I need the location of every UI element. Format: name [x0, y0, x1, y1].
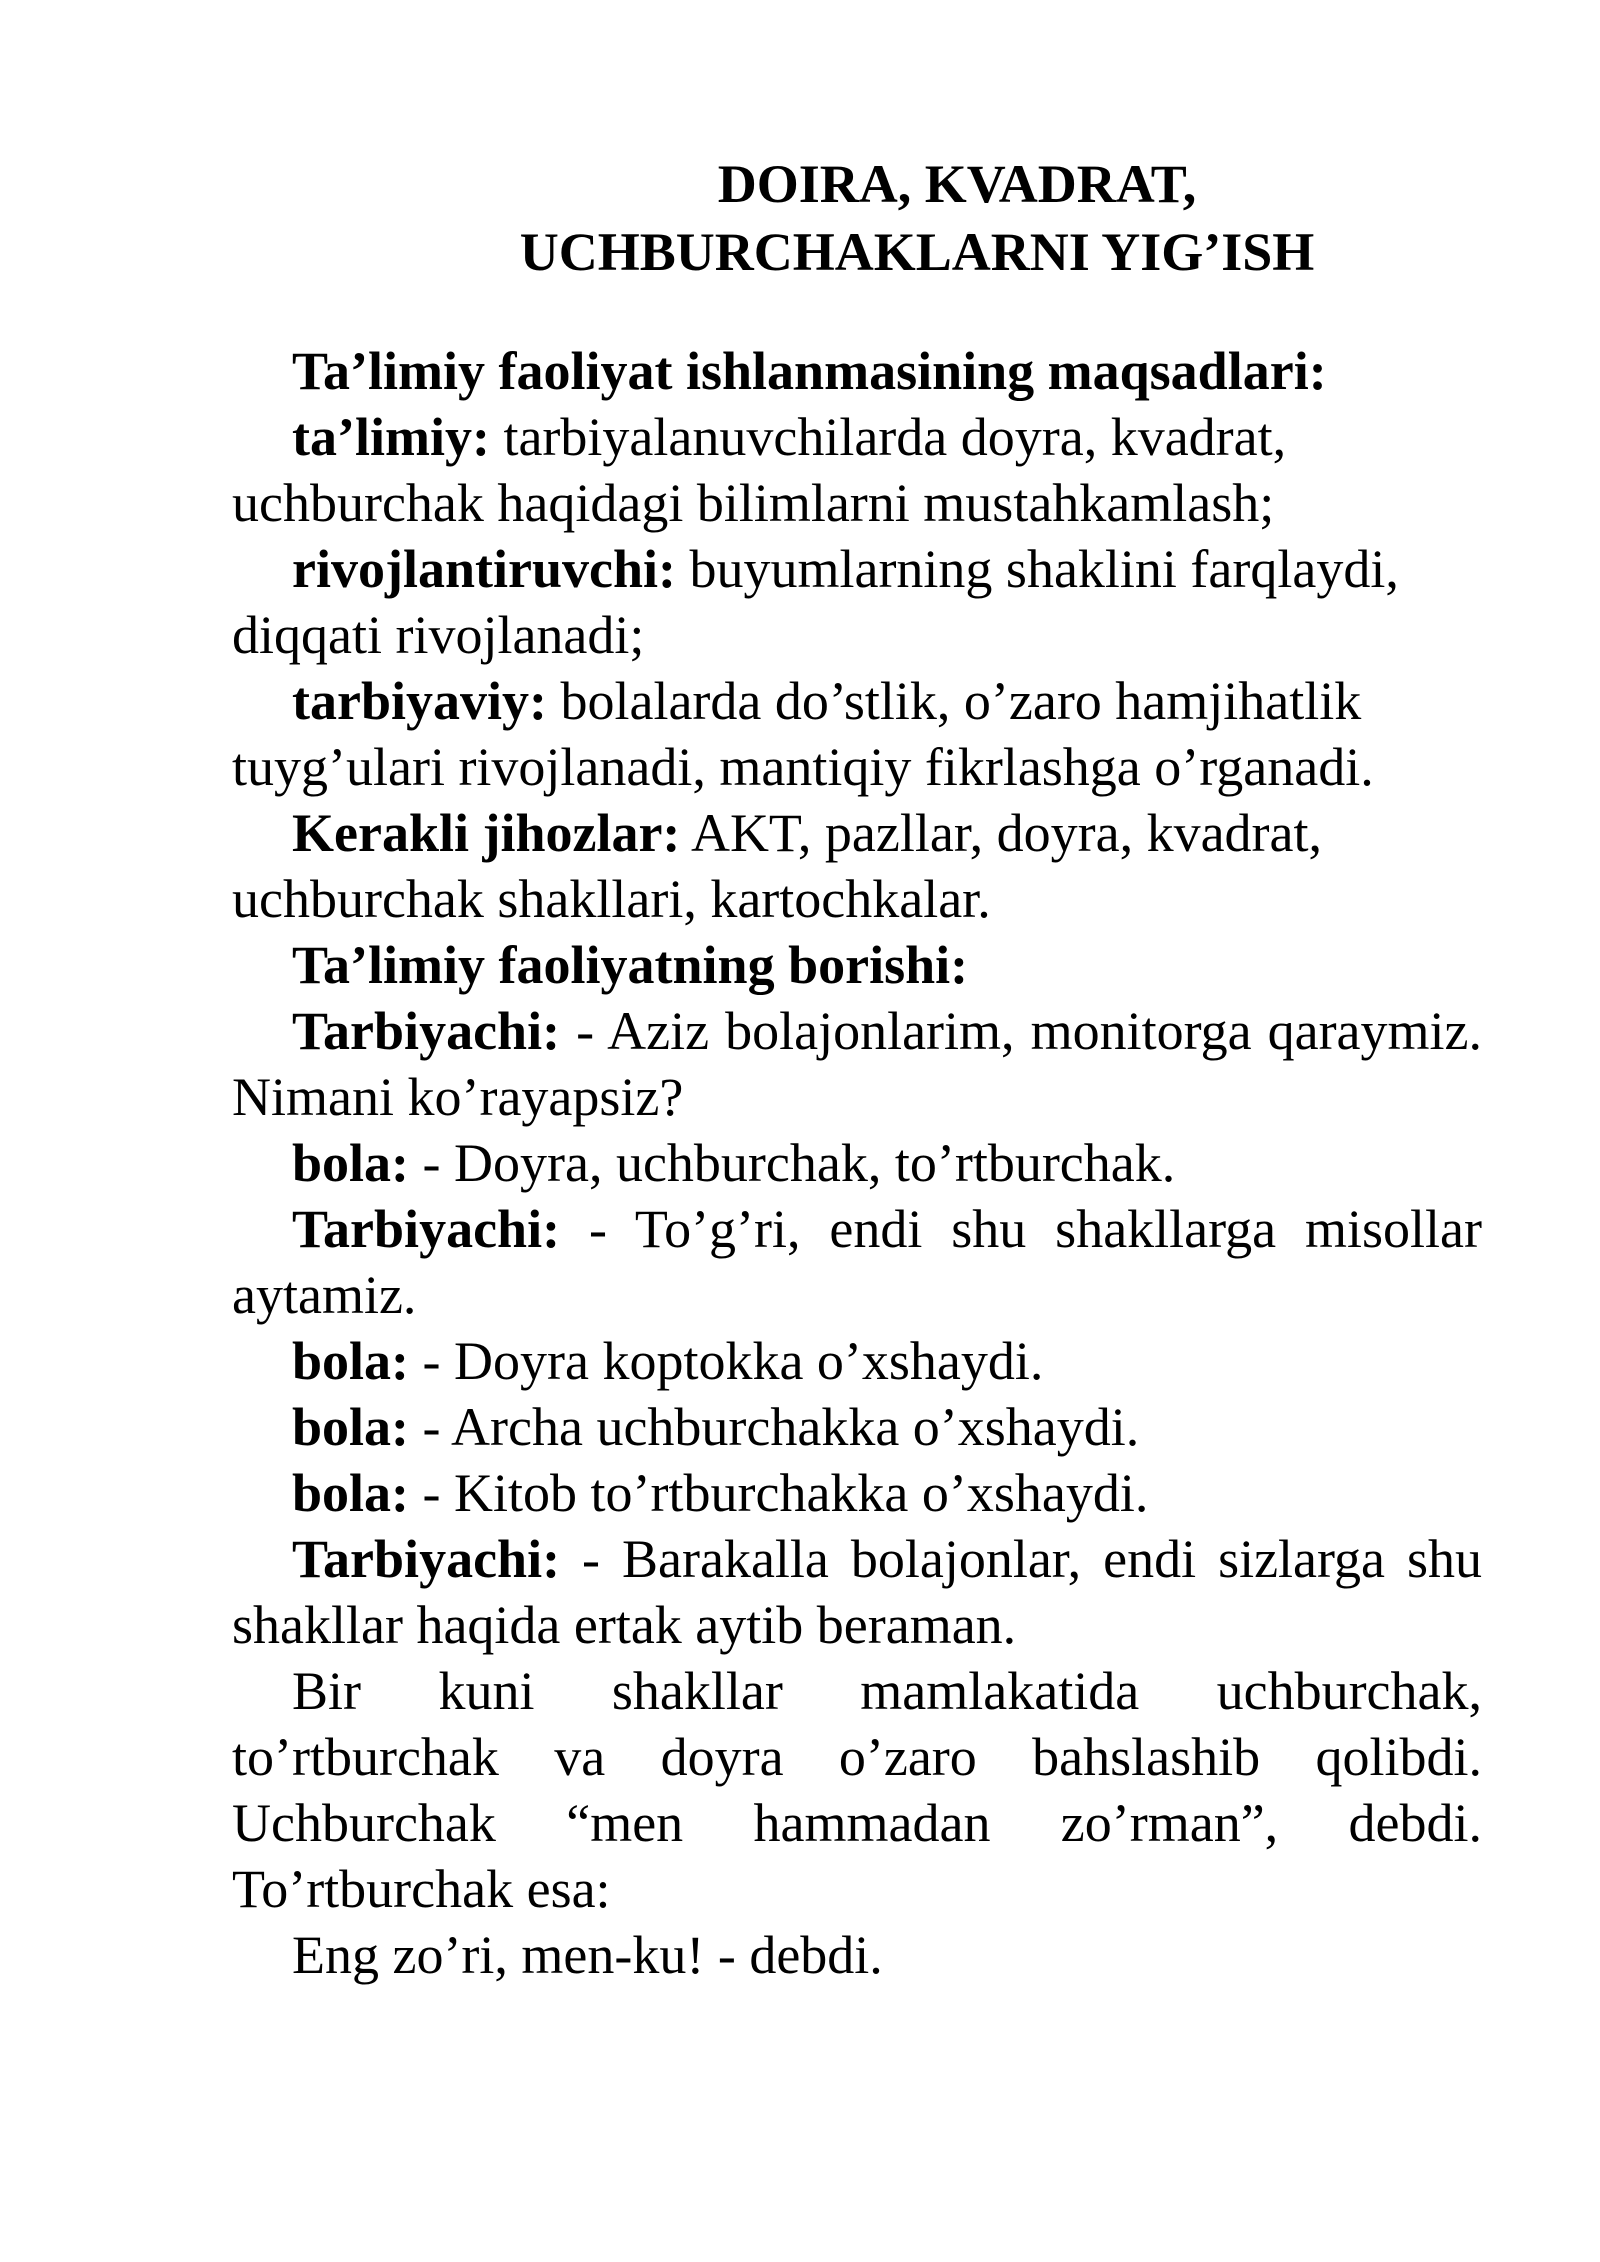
dialogue-text: - To’g’ri, endi shu shakllarga misollar aytamiz.: [232, 1199, 1482, 1325]
speaker-label: Tarbiyachi:: [292, 1529, 561, 1589]
paragraph-text: tarbiyalanuvchilarda doyra, kvadrat, uchburchak haqidagi bilimlarni mustahkamlash;: [232, 407, 1287, 533]
speaker-label: bola:: [292, 1397, 410, 1457]
term-label: Kerakli jihozlar:: [292, 803, 681, 863]
paragraph-process-heading: [232, 932, 1482, 998]
speaker-label: bola:: [292, 1133, 410, 1193]
dialogue-text: - Kitob to’rtburchakka o’xshaydi.: [409, 1463, 1149, 1523]
document-title: [232, 150, 1482, 286]
speaker-label: bola:: [292, 1331, 410, 1391]
paragraph-equipment: [232, 800, 1482, 932]
term-label: rivojlantiruvchi:: [292, 539, 676, 599]
dialogue-line: [232, 1196, 1482, 1328]
term-label: tarbiyaviy:: [292, 671, 547, 731]
paragraph-text: AKT, pazllar, doyra, kvadrat, uchburchak shakllari, kartochkalar.: [232, 803, 1323, 929]
dialogue-text: - Doyra koptokka o’xshaydi.: [409, 1331, 1044, 1391]
paragraph-developmental-goal: [232, 536, 1482, 668]
paragraph-text: buyumlarning shaklini farqlaydi, diqqati rivojlanadi;: [232, 539, 1399, 665]
speaker-label: Tarbiyachi:: [292, 1001, 561, 1061]
goals-heading: Ta’limiy faoliyat ishlanmasining maqsadlari:: [292, 341, 1327, 401]
dialogue-text: - Barakalla bolajonlar, endi sizlarga shu shakllar haqida ertak aytib beraman.: [232, 1529, 1482, 1655]
paragraph-goals-heading: [232, 338, 1482, 404]
dialogue-line: [232, 1130, 1482, 1196]
paragraph-text: bolalarda do’stlik, o’zaro hamjihatlik tuyg’ulari rivojlanadi, mantiqiy fikrlashga o’rganadi.: [232, 671, 1374, 797]
story-paragraph: [232, 1658, 1482, 1922]
dialogue-line: [232, 1526, 1482, 1658]
story-paragraph: [232, 1922, 1482, 1988]
speaker-label: bola:: [292, 1463, 410, 1523]
paragraph-educational-goal: [232, 404, 1482, 536]
paragraph-upbringing-goal: [232, 668, 1482, 800]
speaker-label: Tarbiyachi:: [292, 1199, 561, 1259]
title-line-1: DOIRA, KVADRAT,: [717, 154, 1197, 214]
process-heading: Ta’limiy faoliyatning borishi:: [292, 935, 969, 995]
term-label: ta’limiy:: [292, 407, 490, 467]
story-text: Eng zo’ri, men-ku! - debdi.: [292, 1925, 883, 1985]
story-text: Bir kuni shakllar mamlakatida uchburchak, to’rtburchak va doyra o’zaro bahslashib qolibdi. Uchburchak “men hammadan zo’rman”, debdi. To’rtburchak esa:: [232, 1661, 1482, 1919]
dialogue-line: [232, 1328, 1482, 1394]
dialogue-text: - Archa uchburchakka o’xshaydi.: [409, 1397, 1140, 1457]
dialogue-line: [232, 1460, 1482, 1526]
title-line-2: UCHBURCHAKLARNI YIG’ISH: [519, 222, 1315, 282]
dialogue-line: [232, 998, 1482, 1130]
dialogue-text: - Aziz bolajonlarim, monitorga qaraymiz. Nimani ko’rayapsiz?: [232, 1001, 1482, 1127]
dialogue-line: [232, 1394, 1482, 1460]
document-page: [232, 150, 1482, 1988]
dialogue-text: - Doyra, uchburchak, to’rtburchak.: [409, 1133, 1176, 1193]
